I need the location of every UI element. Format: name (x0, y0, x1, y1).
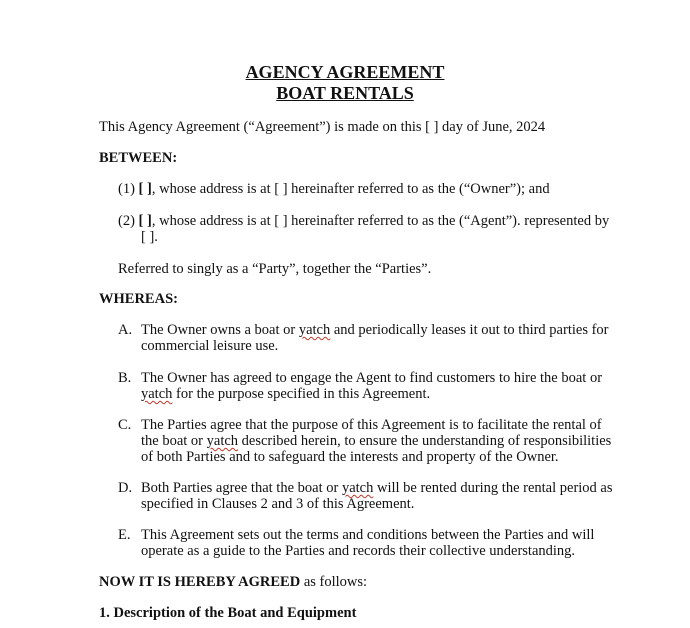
document-title: AGENCY AGREEMENT (245, 62, 445, 82)
whereas-heading: WHEREAS: (99, 291, 178, 307)
referred-paragraph: Referred to singly as a “Party”, together the “Parties”. (118, 261, 432, 277)
recital-marker: D. (118, 480, 133, 496)
party-2-number: (2) (118, 213, 135, 229)
party-2-text: , whose address is at [ ] hereinafter referred to as the (“Agent”). represented by (151, 213, 610, 229)
section-1-heading: 1. Description of the Boat and Equipment (99, 605, 357, 621)
agreed-paragraph (99, 574, 367, 590)
title-block (0, 62, 690, 104)
recital-text: will be rented during the rental period as (373, 480, 613, 496)
spelling-error-underline[interactable]: yatch (298, 322, 331, 338)
recital-text: This Agreement sets out the terms and conditions between the Parties and will (141, 527, 595, 543)
spelling-error-underline[interactable]: yatch (341, 480, 374, 496)
recital-text: for the purpose specified in this Agreement. (172, 386, 431, 402)
recital-text: Both Parties agree that the boat or (141, 480, 342, 496)
recital-text: commercial leisure use. (141, 338, 279, 354)
recital-text: specified in Clauses 2 and 3 of this Agreement. (141, 496, 415, 512)
document-subtitle: BOAT RENTALS (276, 83, 414, 103)
recital-marker: A. (118, 322, 133, 338)
recital-text: The Parties agree that the purpose of this Agreement is to facilitate the rental of (141, 417, 602, 433)
recital-text: of both Parties and to safeguard the interests and property of the Owner. (141, 449, 559, 465)
recital-text: and periodically leases it out to third parties for (330, 322, 609, 338)
between-heading: BETWEEN: (99, 150, 178, 166)
agreed-text: as follows: (300, 574, 368, 590)
agreed-heading: NOW IT IS HEREBY AGREED (99, 574, 301, 590)
party-2-representative: [ ]. (141, 229, 158, 245)
recital-text: described herein, to ensure the understanding of responsibilities (238, 433, 612, 449)
party-1 (118, 181, 550, 197)
recital-text: The Owner has agreed to engage the Agent to find customers to hire the boat or (141, 370, 603, 386)
intro-paragraph: This Agency Agreement (“Agreement”) is made on this [ ] day of June, 2024 (99, 119, 546, 135)
recital-marker: B. (118, 370, 132, 386)
spelling-error-underline[interactable]: yatch (206, 433, 239, 449)
spelling-error-underline[interactable]: yatch (141, 386, 173, 402)
recital-text: the boat or (141, 433, 207, 449)
party-1-name-placeholder: [ ] (138, 181, 152, 197)
recital-text: operate as a guide to the Parties and records their collective understanding. (141, 543, 576, 559)
recital-text: The Owner owns a boat or (141, 322, 299, 338)
party-2 (118, 213, 609, 229)
party-2-name-placeholder: [ ] (138, 213, 152, 229)
party-1-text: , whose address is at [ ] hereinafter referred to as the (“Owner”); and (151, 181, 550, 197)
recital-marker: C. (118, 417, 132, 433)
party-1-number: (1) (118, 181, 135, 197)
recital-marker: E. (118, 527, 131, 543)
